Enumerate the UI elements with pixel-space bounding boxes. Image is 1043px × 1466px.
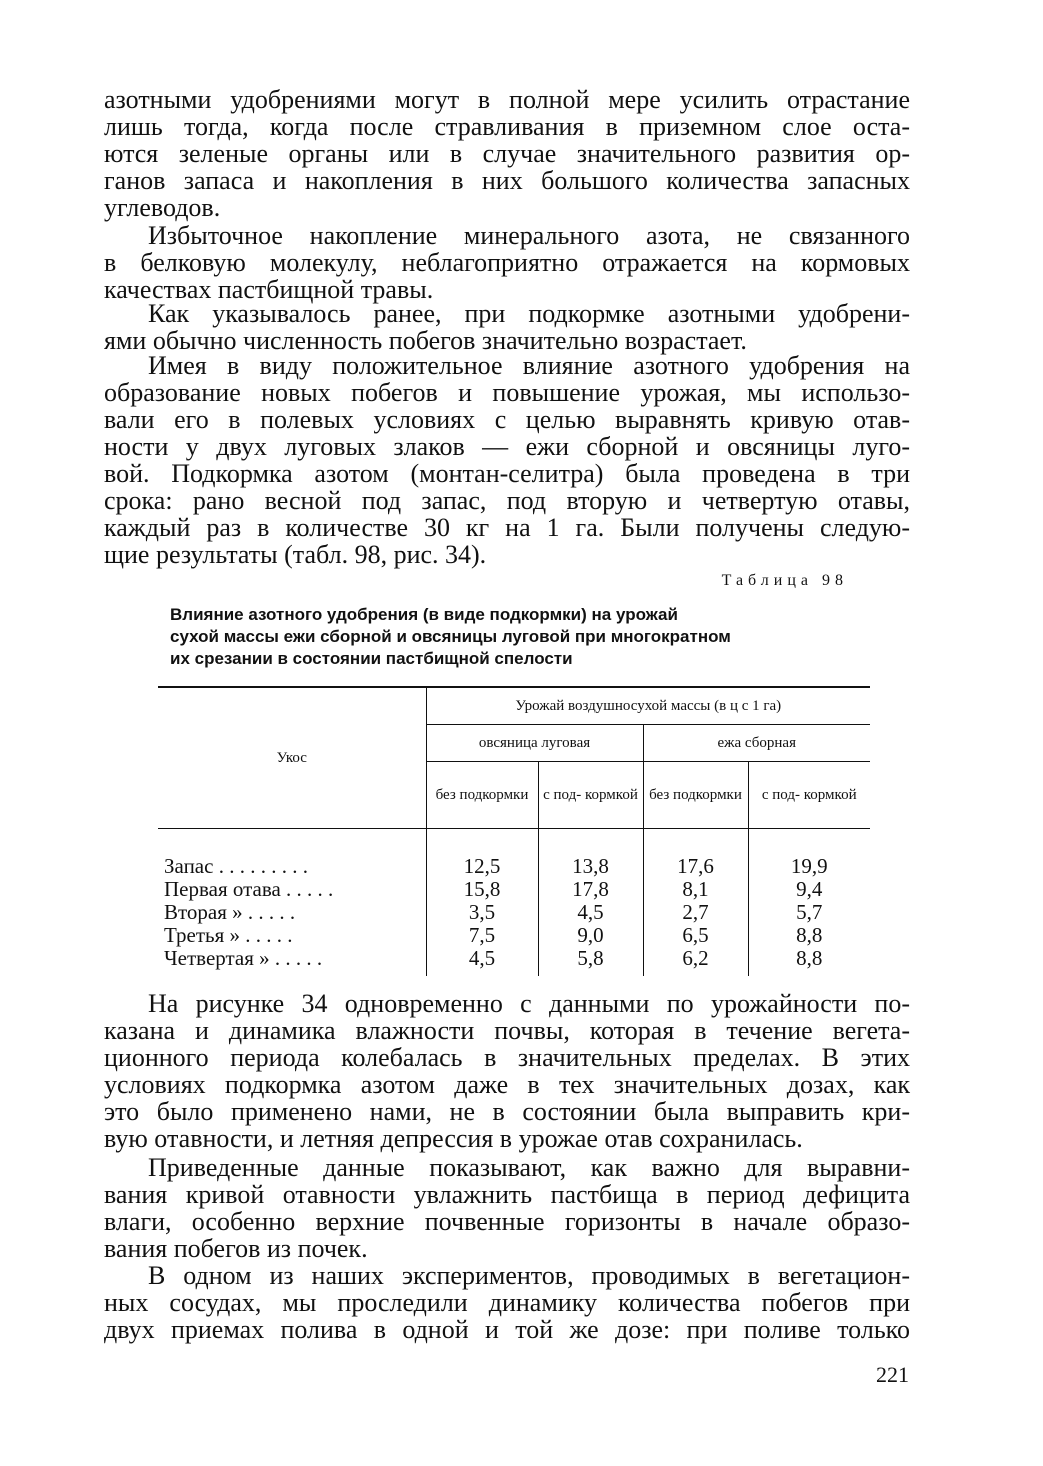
text-line: ями обычно численность побегов значительно возрастает.	[104, 326, 747, 355]
ukos-cell: Первая отава . . . . .	[164, 877, 334, 901]
value-cell: 4,5	[538, 901, 643, 924]
value-cell: 7,5	[426, 924, 538, 947]
value-cell: 8,8	[748, 947, 870, 976]
table-title-line: сухой массы ежи сборной и овсяницы луговой при многократном	[170, 627, 731, 646]
paragraph-2	[104, 222, 910, 303]
value-cell: 5,7	[748, 901, 870, 924]
paragraph-3	[104, 300, 910, 354]
value-cell: 19,9	[748, 829, 870, 879]
ukos-cell: Запас . . . . . . . . .	[164, 854, 308, 878]
text-line: ганов запаса и накопления в них большого количества запасных	[104, 166, 910, 195]
text-line: Избыточное накопление минерального азота, не связанного	[148, 221, 910, 250]
ukos-cell: Третья » . . . . .	[164, 923, 293, 947]
value-cell: 8,8	[748, 924, 870, 947]
yield-table	[158, 686, 870, 976]
text-line: ются зеленые органы или в случае значительного развития ор-	[104, 139, 910, 168]
text-line: казана и динамика влажности почвы, которая в течение вегета-	[104, 1016, 910, 1045]
ukos-cell: Вторая » . . . . .	[164, 900, 296, 924]
ukos-header: Укос	[158, 687, 426, 829]
table-caption: Таблица 98	[721, 572, 848, 589]
paragraph-7	[104, 1262, 910, 1343]
value-cell: 3,5	[426, 901, 538, 924]
value-cell: 13,8	[538, 829, 643, 879]
text-line: двух приемах полива в одной и той же дозе: при поливе только	[104, 1315, 910, 1344]
value-cell: 12,5	[426, 829, 538, 879]
paragraph-1	[104, 86, 910, 221]
text-line: лишь тогда, когда после стравливания в приземном слое оста-	[104, 112, 910, 141]
value-cell: 15,8	[426, 878, 538, 901]
table-title	[170, 604, 850, 670]
value-cell: 17,8	[538, 878, 643, 901]
text-line: в белковую молекулу, неблагоприятно отражается на кормовых	[104, 248, 910, 277]
text-line: качествах пастбищной травы.	[104, 275, 434, 304]
table-row	[158, 829, 870, 879]
table-row	[158, 924, 870, 947]
text-line: вую отавности, и летняя депрессия в урожае отав сохранилась.	[104, 1124, 803, 1153]
text-line: условиях подкормка азотом даже в тех значительных дозах, как	[104, 1070, 910, 1099]
value-cell: 17,6	[643, 829, 748, 879]
value-cell: 6,5	[643, 924, 748, 947]
species-header-fescue: овсяница луговая	[426, 725, 643, 762]
value-cell: 5,8	[538, 947, 643, 976]
value-cell: 9,4	[748, 878, 870, 901]
text-line: ционного периода колебалась в значительных пределах. В этих	[104, 1043, 910, 1072]
table-row	[158, 947, 870, 976]
col-header-without: без подкормки	[643, 762, 748, 829]
text-line: вой. Подкормка азотом (монтан-селитра) была проведена в три	[104, 459, 910, 488]
text-line: В одном из наших экспериментов, проводимых в вегетацион-	[148, 1261, 910, 1290]
paragraph-4	[104, 352, 910, 568]
ukos-cell: Четвертая » . . . . .	[164, 946, 323, 970]
paragraph-6	[104, 1154, 910, 1262]
text-line: щие результаты (табл. 98, рис. 34).	[104, 540, 487, 569]
text-line: углеводов.	[104, 193, 221, 222]
table-row	[158, 878, 870, 901]
text-line: вания кривой отавности увлажнить пастбища в период дефицита	[104, 1180, 910, 1209]
col-header-with: с под- кормкой	[748, 762, 870, 829]
text-line: На рисунке 34 одновременно с данными по урожайности по-	[148, 989, 910, 1018]
species-header-cocksfoot: ежа сборная	[643, 725, 870, 762]
value-cell: 6,2	[643, 947, 748, 976]
text-line: Имея в виду положительное влияние азотного удобрения на	[148, 351, 910, 380]
text-line: азотными удобрениями могут в полной мере усилить отрастание	[104, 85, 910, 114]
value-cell: 4,5	[426, 947, 538, 976]
text-line: ных сосудах, мы проследили динамику количества побегов при	[104, 1288, 910, 1317]
text-line: влаги, особенно верхние почвенные горизонты в начале образо-	[104, 1207, 910, 1236]
value-cell: 2,7	[643, 901, 748, 924]
text-line: каждый раз в количестве 30 кг на 1 га. Были получены следую-	[104, 513, 910, 542]
text-line: вания побегов из почек.	[104, 1234, 368, 1263]
page-number: 221	[876, 1362, 909, 1387]
text-line: ности у двух луговых злаков — ежи сборной и овсяницы луго-	[104, 432, 910, 461]
value-cell: 8,1	[643, 878, 748, 901]
text-line: это было применено нами, не в состоянии была выправить кри-	[104, 1097, 910, 1126]
text-line: вали его в полевых условиях с целью выравнять кривую отав-	[104, 405, 910, 434]
paragraph-5	[104, 990, 910, 1152]
text-line: срока: рано весной под запас, под вторую и четвертую отавы,	[104, 486, 910, 515]
col-header-with: с под- кормкой	[538, 762, 643, 829]
col-header-without: без подкормки	[426, 762, 538, 829]
text-line: Как указывалось ранее, при подкормке азотными удобрени-	[148, 299, 910, 328]
table-title-line: их срезании в состоянии пастбищной спелости	[170, 649, 573, 668]
table-title-line: Влияние азотного удобрения (в виде подкормки) на урожай	[170, 605, 678, 624]
table-row	[158, 901, 870, 924]
text-line: Приведенные данные показывают, как важно для выравни-	[148, 1153, 910, 1182]
yield-header: Урожай воздушносухой массы (в ц с 1 га)	[426, 687, 870, 725]
value-cell: 9,0	[538, 924, 643, 947]
text-line: образование новых побегов и повышение урожая, мы использо-	[104, 378, 910, 407]
